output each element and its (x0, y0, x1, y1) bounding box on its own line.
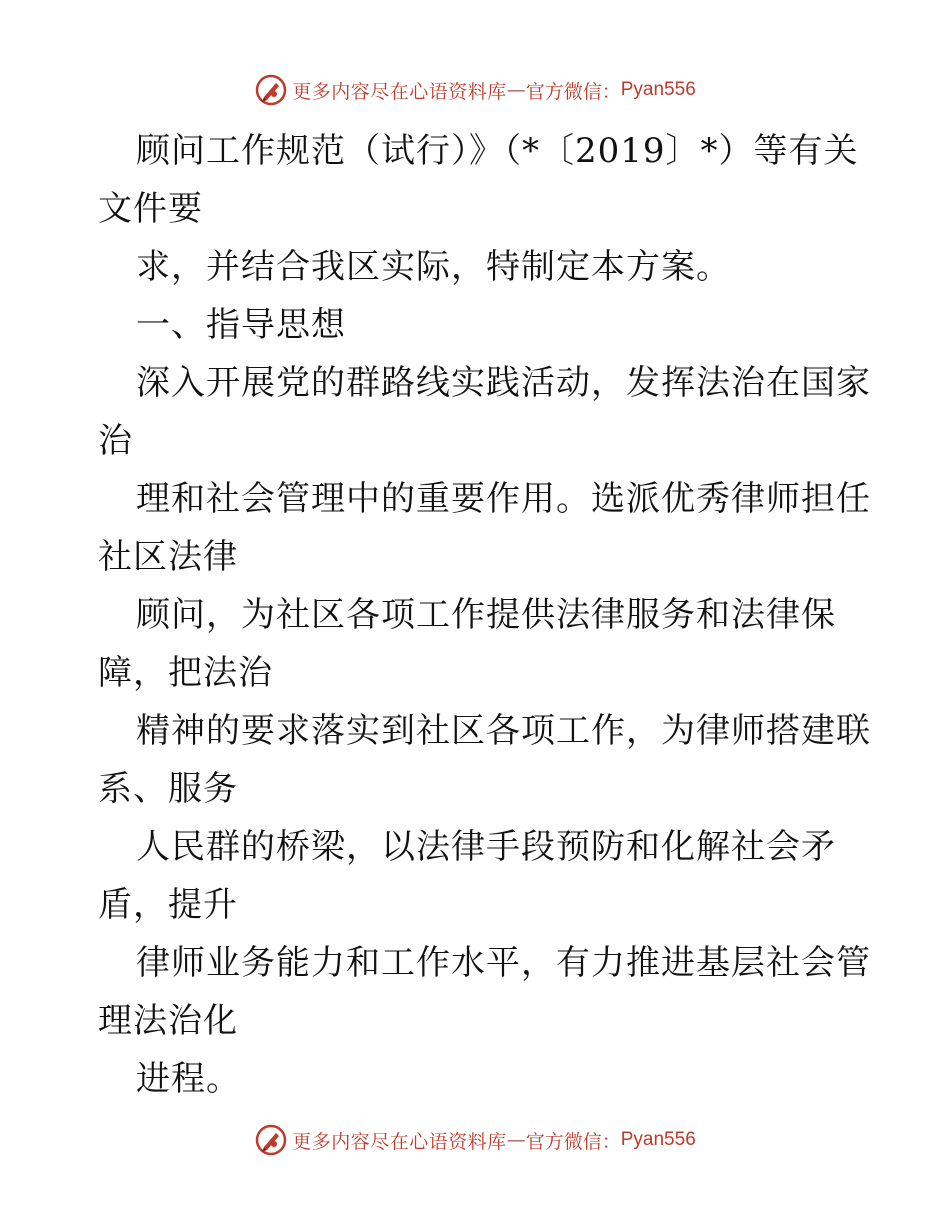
text-line: 精神的要求落实到社区各项工作，为律师搭建联 (136, 711, 871, 751)
text-line: 系、服务 (98, 769, 238, 809)
watermark-main-text: 更多内容尽在心语资料库 (292, 1130, 507, 1153)
text-line: 盾，提升 (98, 885, 238, 925)
watermark-wechat-id: Pyan556 (620, 1129, 696, 1150)
pen-heart-logo-icon (254, 1123, 288, 1157)
text-line: 理法治化 (98, 1001, 238, 1041)
text-line: 人民群的桥梁，以法律手段预防和化解社会矛 (136, 827, 836, 867)
section-heading: 一、指导思想 (136, 305, 346, 345)
text-line: 治 (98, 421, 133, 461)
text-line: 社区法律 (98, 537, 238, 577)
watermark-separator: — (506, 1129, 526, 1151)
header-watermark (0, 70, 950, 110)
text-line: 文件要 (98, 189, 203, 229)
text-line: 进程。 (136, 1059, 241, 1099)
text-line: 障，把法治 (98, 653, 273, 693)
watermark-separator: — (506, 79, 526, 101)
footer-watermark (0, 1120, 950, 1160)
text-line: 律师业务能力和工作水平，有力推进基层社会管 (136, 943, 871, 983)
watermark-wechat-label: 官方微信： (525, 1130, 621, 1153)
text-line: 顾问，为社区各项工作提供法律服务和法律保 (136, 595, 836, 635)
text-line: 理和社会管理中的重要作用。选派优秀律师担任 (136, 479, 871, 519)
text-line: 深入开展党的群路线实践活动，发挥法治在国家 (136, 363, 871, 403)
watermark-wechat-id: Pyan556 (620, 79, 696, 100)
text-line: 顾问工作规范（试行）》（*〔2019〕*）等有关 (136, 131, 859, 171)
document-body (98, 122, 871, 1108)
pen-heart-logo-icon (254, 73, 288, 107)
watermark-main-text: 更多内容尽在心语资料库 (292, 80, 507, 103)
text-line: 求，并结合我区实际，特制定本方案。 (136, 247, 731, 287)
watermark-wechat-label: 官方微信： (525, 80, 621, 103)
